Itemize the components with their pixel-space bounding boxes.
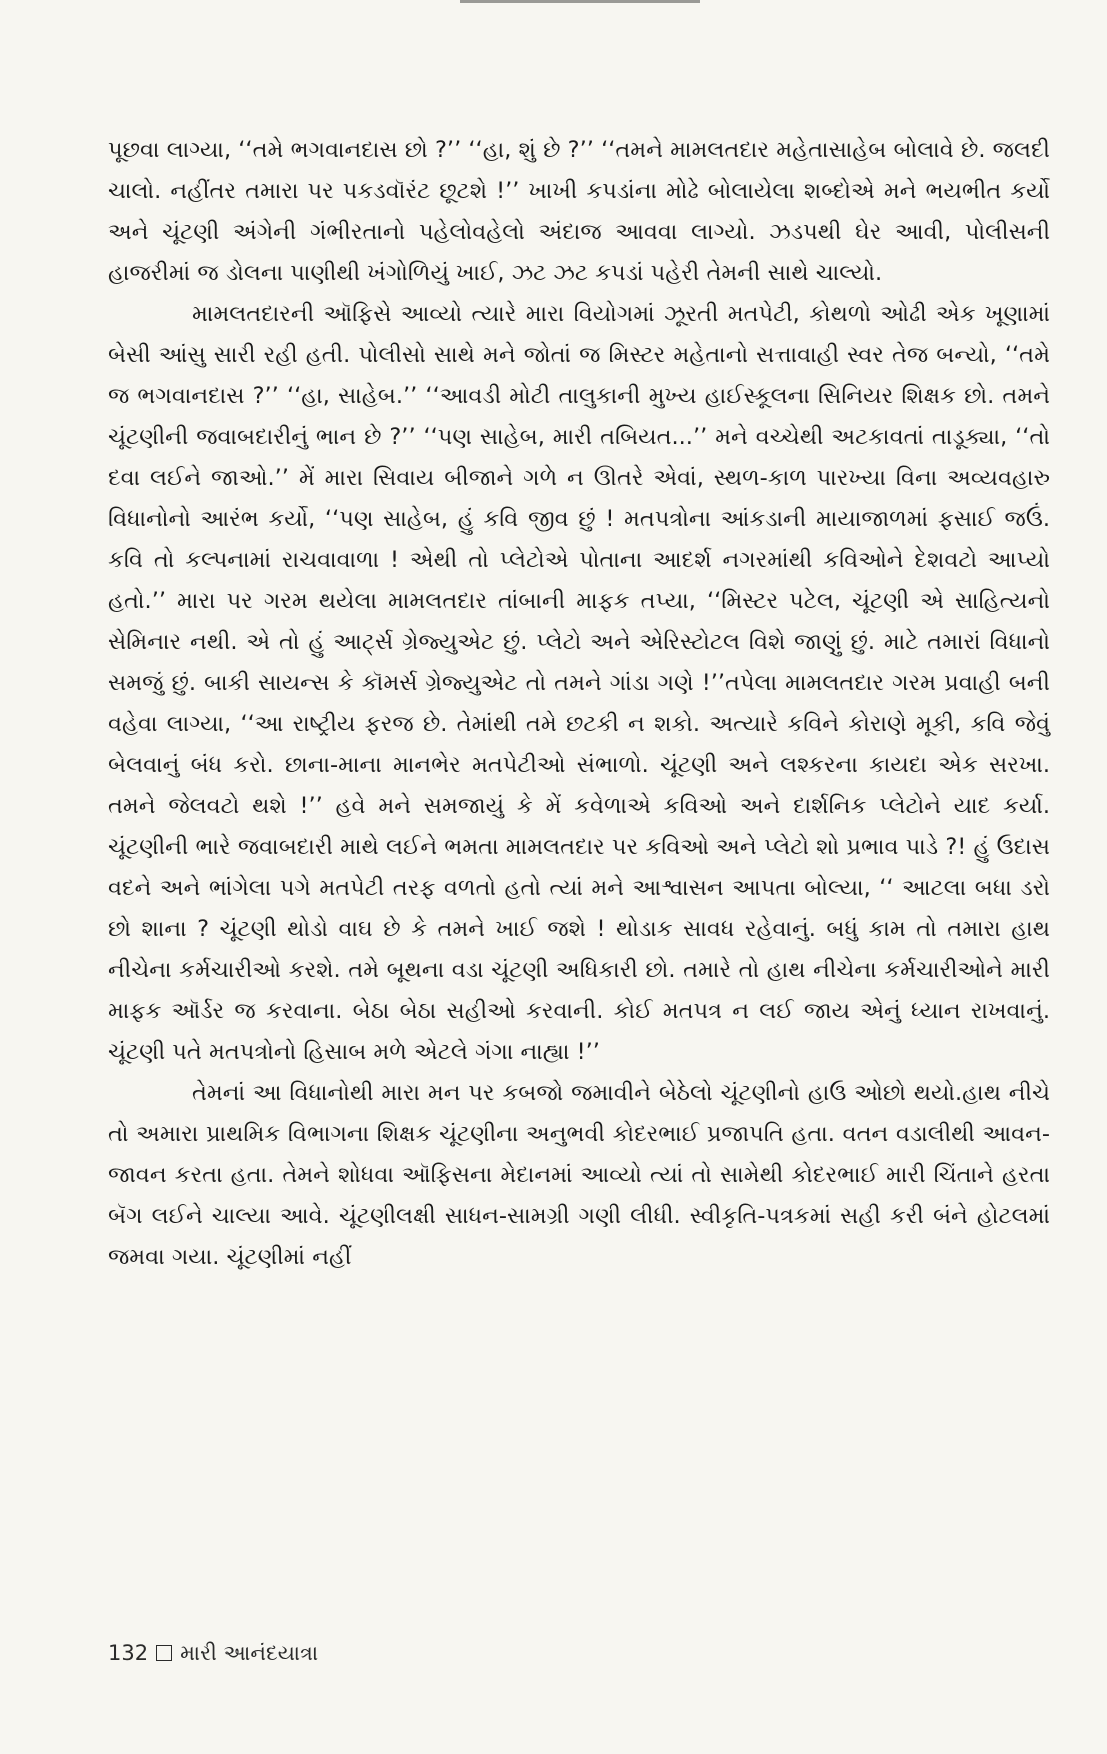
paragraph-3: તેમનાં આ વિધાનોથી મારા મન પર કબજો જમાવીને બેઠેલો ચૂંટણીનો હાઉ ઓછો થયો.હાથ નીચે તો અમારા પ્રાથમિક વિભાગના શિક્ષક ચૂંટણીના અનુભવી કોદરભાઈ પ્રજાપતિ હતા. વતન વડાલીથી આવન-જાવન કરતા હતા. તેમને શોધવા ઑફિસના મેદાનમાં આવ્યો ત્યાં તો સામેથી કોદરભાઈ મારી ચિંતાને હરતા બૅગ લઈને ચાલ્યા આવે. ચૂંટણીલક્ષી સાધન-સામગ્રી ગણી લીધી. સ્વીકૃતિ-પત્રકમાં સહી કરી બંને હોટલમાં જમવા ગયા. ચૂંટણીમાં નહીં <box>108 1080 1050 1270</box>
square-separator-icon <box>156 1645 172 1661</box>
paragraph-1: પૂછવા લાગ્યા, ‘‘તમે ભગવાનદાસ છો ?’’ ‘‘હા, શું છે ?’’ ‘‘તમને મામલતદાર મહેતાસાહેબ બોલાવે છે. જલદી ચાલો. નહીંતર તમારા પર પકડવૉરંટ છૂટશે !’’ ખાખી કપડાંના મોઢે બોલાયેલા શબ્દોએ મને ભયભીત કર્યો અને ચૂંટણી અંગેની ગંભીરતાનો પહેલોવહેલો અંદાજ આવવા લાગ્યો. ઝડપથી ઘેર આવી, પોલીસની હાજરીમાં જ ડોલના પાણીથી ખંગોળિયું ખાઈ, ઝટ ઝટ કપડાં પહેરી તેમની સાથે ચાલ્યો. <box>108 137 1050 286</box>
page-footer <box>108 1638 318 1668</box>
book-title: મારી આનંદયાત્રા <box>180 1641 319 1665</box>
top-rule <box>460 0 700 3</box>
paragraph-2: મામલતદારની ઑફિસે આવ્યો ત્યારે મારા વિયોગમાં ઝૂરતી મતપેટી, કોથળો ઓઢી એક ખૂણામાં બેસી આંસુ સારી રહી હતી. પોલીસો સાથે મને જોતાં જ મિસ્ટર મહેતાનો સત્તાવાહી સ્વર તેજ બન્યો, ‘‘તમે જ ભગવાનદાસ ?’’ ‘‘હા, સાહેબ.’’ ‘‘આવડી મોટી તાલુકાની મુખ્ય હાઈસ્કૂલના સિનિયર શિક્ષક છો. તમને ચૂંટણીની જવાબદારીનું ભાન છે ?’’ ‘‘પણ સાહેબ, મારી તબિયત...’’ મને વચ્ચેથી અટકાવતાં તાડૂક્યા, ‘‘તો દવા લઈને જાઓ.’’ મેં મારા સિવાય બીજાને ગળે ન ઊતરે એવાં, સ્થળ-કાળ પારખ્યા વિના અવ્યવહારુ વિધાનોનો આરંભ કર્યો, ‘‘પણ સાહેબ, હું કવિ જીવ છું ! મતપત્રોના આંકડાની માયાજાળમાં ફસાઈ જઉં. કવિ તો કલ્પનામાં રાચવાવાળા ! એથી તો પ્લેટોએ પોતાના આદર્શ નગરમાંથી કવિઓને દેશવટો આપ્યો હતો.’’ મારા પર ગરમ થયેલા મામલતદાર તાંબાની માફક તપ્યા, ‘‘મિસ્ટર પટેલ, ચૂંટણી એ સાહિત્યનો સેમિનાર નથી. એ તો હું આર્ટ્સ ગ્રેજ્યુએટ છું. પ્લેટો અને એરિસ્ટોટલ વિશે જાણું છું. માટે તમારાં વિધાનો સમજું છું. બાકી સાયન્સ કે કૉમર્સ ગ્રેજ્યુએટ તો તમને ગાંડા ગણે !’’તપેલા મામલતદાર ગરમ પ્રવાહી બની વહેવા લાગ્યા, ‘‘આ રાષ્ટ્રીય ફરજ છે. તેમાંથી તમે છટકી ન શકો. અત્યારે કવિને કોરાણે મૂકી, કવિ જેવું બેલવાનું બંધ કરો. છાના-માના માનભેર મતપેટીઓ સંભાળો. ચૂંટણી અને લશ્કરના કાયદા એક સરખા. તમને જેલવટો થશે !’’ હવે મને સમજાયું કે મેં કવેળાએ કવિઓ અને દાર્શનિક પ્લેટોને યાદ કર્યા. ચૂંટણીની ભારે જવાબદારી માથે લઈને ભમતા મામલતદાર પર કવિઓ અને પ્લેટો શો પ્રભાવ પાડે ?! હું ઉદાસ વદને અને ભાંગેલા પગે મતપેટી તરફ વળતો હતો ત્યાં મને આશ્વાસન આપતા બોલ્યા, ‘‘ આટલા બધા ડરો છો શાના ? ચૂંટણી થોડો વાઘ છે કે તમને ખાઈ જશે ! થોડાક સાવધ રહેવાનું. બધું કામ તો તમારા હાથ નીચેના કર્મચારીઓ કરશે. તમે બૂથના વડા ચૂંટણી અધિકારી છો. તમારે તો હાથ નીચેના કર્મચારીઓને મારી માફક ઑર્ડર જ કરવાના. બેઠા બેઠા સહીઓ કરવાની. કોઈ મતપત્ર ન લઈ જાય એનું ધ્યાન રાખવાનું. ચૂંટણી પતે મતપત્રોનો હિસાબ મળે એટલે ગંગા નાહ્યા !’’ <box>108 301 1050 1065</box>
page-number: 132 <box>108 1641 149 1665</box>
page-body <box>108 130 1050 1278</box>
